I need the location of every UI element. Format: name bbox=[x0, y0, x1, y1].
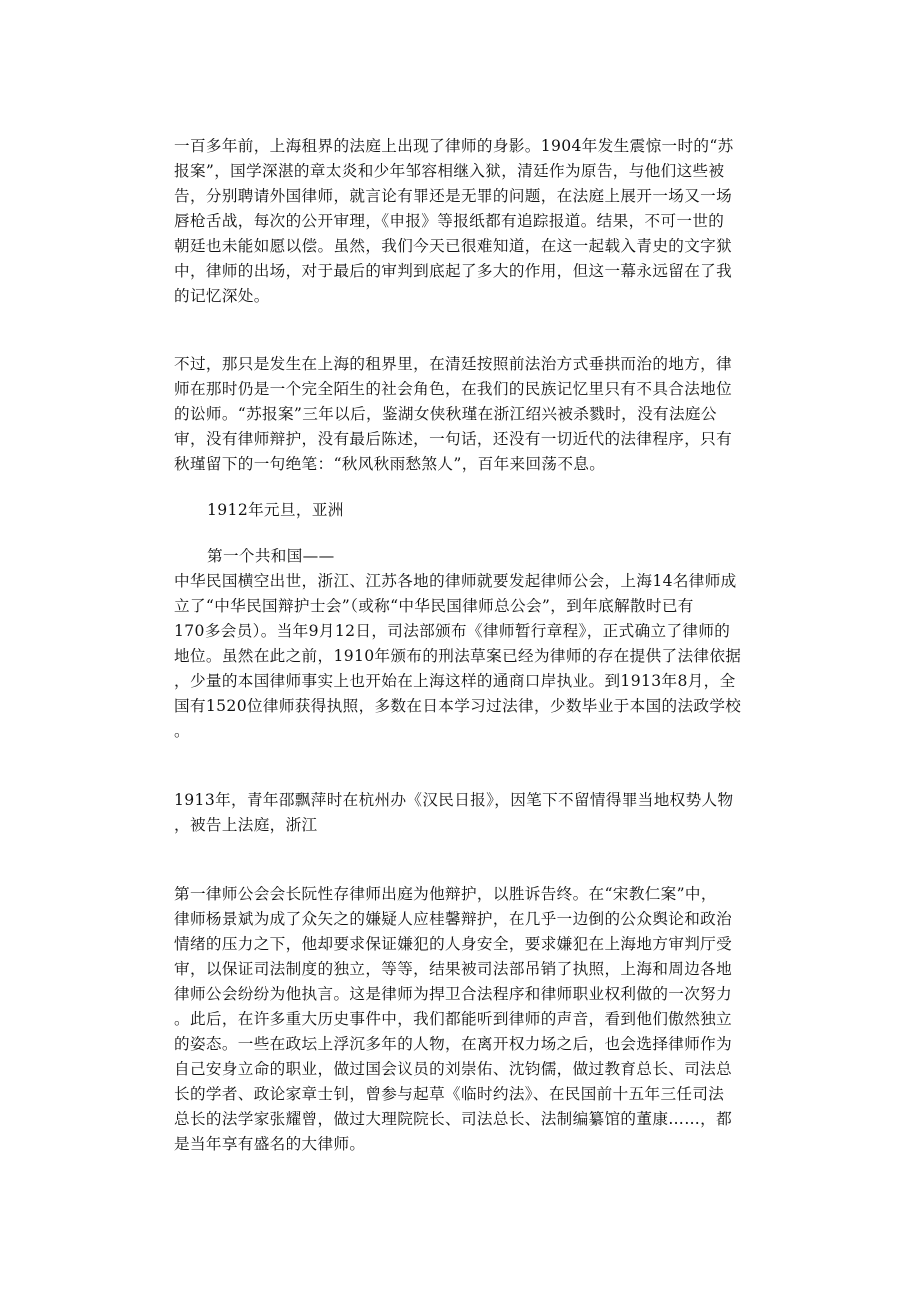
text-line: 中华民国横空出世，浙江、江苏各地的律师就要发起律师公会，上海14名律师成 bbox=[174, 572, 737, 590]
text-line: 是当年享有盛名的大律师。 bbox=[174, 1135, 366, 1153]
text-line: 秋瑾留下的一句绝笔：“秋风秋雨愁煞人”，百年来回荡不息。 bbox=[174, 455, 606, 473]
text-line: 不过，那只是发生在上海的租界里，在清廷按照前法治方式垂拱而治的地方，律 bbox=[174, 355, 733, 373]
text-line: 1913年，青年邵飘萍时在杭州办《汉民日报》，因笔下不留情得罪当地权势人物 bbox=[174, 791, 734, 809]
text-line: 立了“中华民国辩护士会”（或称“中华民国律师总公会”，到年底解散时已有 bbox=[174, 597, 694, 615]
text-line: 师在那时仍是一个完全陌生的社会角色，在我们的民族记忆里只有不具合法地位 bbox=[174, 380, 733, 398]
text-line: 审，以保证司法制度的独立，等等，结果被司法部吊销了执照，上海和周边各地 bbox=[174, 960, 733, 978]
text-line: 一百多年前，上海租界的法庭上出现了律师的身影。1904年发生震惊一时的“苏 bbox=[174, 137, 734, 155]
text-line: 律师公会纷纷为他执言。这是律师为捍卫合法程序和律师职业权利做的一次努力 bbox=[174, 985, 733, 1003]
text-line: ，被告上法庭，浙江 bbox=[174, 816, 318, 834]
text-line: 情绪的压力之下，他却要求保证嫌犯的人身安全，要求嫌犯在上海地方审判厅受 bbox=[174, 935, 733, 953]
text-line: 。此后，在许多重大历史事件中，我们都能听到律师的声音，看到他们傲然独立 bbox=[174, 1010, 733, 1028]
dateline: 1912年元旦，亚洲 bbox=[207, 501, 344, 519]
text-line: 审，没有律师辩护，没有最后陈述，一句话，还没有一切近代的法律程序，只有 bbox=[174, 430, 733, 448]
text-line: 总长的法学家张耀曾，做过大理院院长、司法总长、法制编纂馆的董康……，都 bbox=[174, 1110, 733, 1128]
text-line: ，少量的本国律师事实上也开始在上海这样的通商口岸执业。到1913年8月，全 bbox=[174, 672, 736, 690]
text-line: 告，分别聘请外国律师，就言论有罪还是无罪的问题，在法庭上展开一场又一场 bbox=[174, 187, 733, 205]
text-line: 国有1520位律师获得执照，多数在日本学习过法律，少数毕业于本国的法政学校 bbox=[174, 697, 742, 715]
text-line: 的姿态。一些在政坛上浮沉多年的人物，在离开权力场之后，也会选择律师作为 bbox=[174, 1035, 733, 1053]
text-line: 地位。虽然在此之前，1910年颁布的刑法草案已经为律师的存在提供了法律依据 bbox=[174, 647, 742, 665]
text-line: 170多会员）。当年9月12日，司法部颁布《律师暂行章程》，正式确立了律师的 bbox=[174, 622, 731, 640]
text-line: 朝廷也未能如愿以偿。虽然，我们今天已很难知道，在这一起载入青史的文字狱 bbox=[174, 237, 733, 255]
text-line: 的记忆深处。 bbox=[174, 287, 270, 305]
text-line: 律师杨景斌为成了众矢之的嫌疑人应桂馨辩护，在几乎一边倒的公众舆论和政治 bbox=[174, 910, 733, 928]
text-line: 唇枪舌战，每次的公开审理，《申报》等报纸都有追踪报道。结果，不可一世的 bbox=[174, 212, 725, 230]
text-line: 长的学者、政论家章士钊，曾参与起草《临时约法》、在民国前十五年三任司法 bbox=[174, 1085, 725, 1103]
section-heading: 第一个共和国—— bbox=[207, 547, 335, 565]
text-line: 报案”，国学深湛的章太炎和少年邹容相继入狱，清廷作为原告，与他们这些被 bbox=[174, 162, 725, 180]
text-line: 。 bbox=[174, 722, 190, 740]
text-line: 第一律师公会会长阮性存律师出庭为他辩护，以胜诉告终。在“宋教仁案”中， bbox=[174, 885, 717, 903]
text-line: 中，律师的出场，对于最后的审判到底起了多大的作用，但这一幕永远留在了我 bbox=[174, 262, 733, 280]
text-line: 自己安身立命的职业，做过国会议员的刘崇佑、沈钧儒，做过教育总长、司法总 bbox=[174, 1060, 733, 1078]
text-line: 的讼师。“苏报案”三年以后，鉴湖女侠秋瑾在浙江绍兴被杀戮时，没有法庭公 bbox=[174, 405, 717, 423]
